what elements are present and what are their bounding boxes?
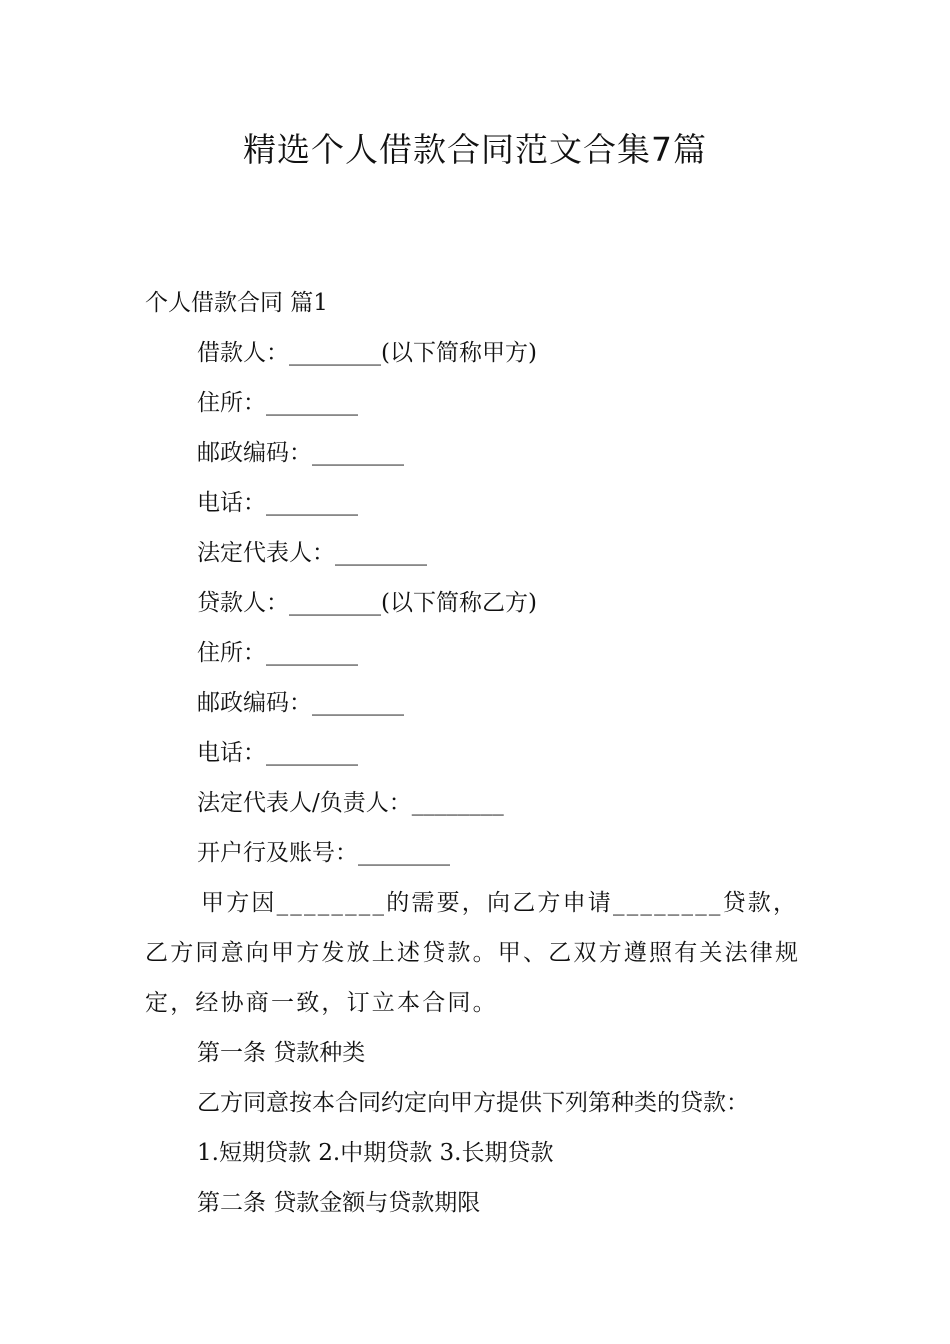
borrower-phone-blank: ________ — [266, 490, 358, 516]
borrower-address-field — [145, 378, 810, 428]
lender-label: 贷款人： — [197, 590, 289, 616]
document-title: 精选个人借款合同范文合集7篇 — [243, 130, 707, 169]
lender-postcode-blank: ________ — [312, 690, 404, 716]
lender-phone-blank: ________ — [266, 740, 358, 766]
document-body — [145, 278, 810, 1228]
article-1-options: 1.短期贷款 2.中期贷款 3.长期贷款 — [197, 1140, 554, 1166]
article-2-heading: 第二条 贷款金额与贷款期限 — [197, 1190, 481, 1216]
borrower-field — [145, 328, 810, 378]
borrower-postcode-blank: ________ — [312, 440, 404, 466]
lender-representative-label: 法定代表人/负责人： — [197, 790, 412, 816]
article-1-text: 乙方同意按本合同约定向甲方提供下列第种类的贷款： — [197, 1090, 749, 1116]
borrower-address-label: 住所： — [197, 390, 266, 416]
lender-postcode-field — [145, 678, 810, 728]
borrower-label: 借款人： — [197, 340, 289, 366]
borrower-alias: (以下简称甲方) — [381, 340, 537, 366]
bank-account-blank: ________ — [358, 840, 450, 866]
borrower-address-blank: ________ — [266, 390, 358, 416]
lender-field — [145, 578, 810, 628]
borrower-representative-blank: ________ — [335, 540, 427, 566]
lender-representative-field — [145, 778, 810, 828]
borrower-phone-label: 电话： — [197, 490, 266, 516]
lender-address-label: 住所： — [197, 640, 266, 666]
bank-account-label: 开户行及账号： — [197, 840, 358, 866]
borrower-blank: ________ — [289, 340, 381, 366]
lender-address-field — [145, 628, 810, 678]
lender-address-blank: ________ — [266, 640, 358, 666]
bank-account-field — [145, 828, 810, 878]
lender-phone-label: 电话： — [197, 740, 266, 766]
borrower-phone-field — [145, 478, 810, 528]
borrower-representative-label: 法定代表人： — [197, 540, 335, 566]
lender-alias: (以下简称乙方) — [381, 590, 537, 616]
lender-phone-field — [145, 728, 810, 778]
lender-postcode-label: 邮政编码： — [197, 690, 312, 716]
article-1-heading: 第一条 贷款种类 — [197, 1040, 366, 1066]
borrower-postcode-field — [145, 428, 810, 478]
borrower-postcode-label: 邮政编码： — [197, 440, 312, 466]
lender-representative-blank: ________ — [411, 790, 504, 816]
intro-paragraph: 甲方因________的需要，向乙方申请________贷款，乙方同意向甲方发放上述贷款。甲、乙双方遵照有关法律规定，经协商一致，订立本合同。 — [145, 890, 801, 1016]
lender-blank: ________ — [289, 590, 381, 616]
borrower-representative-field — [145, 528, 810, 578]
section-heading: 个人借款合同 篇1 — [145, 290, 328, 316]
